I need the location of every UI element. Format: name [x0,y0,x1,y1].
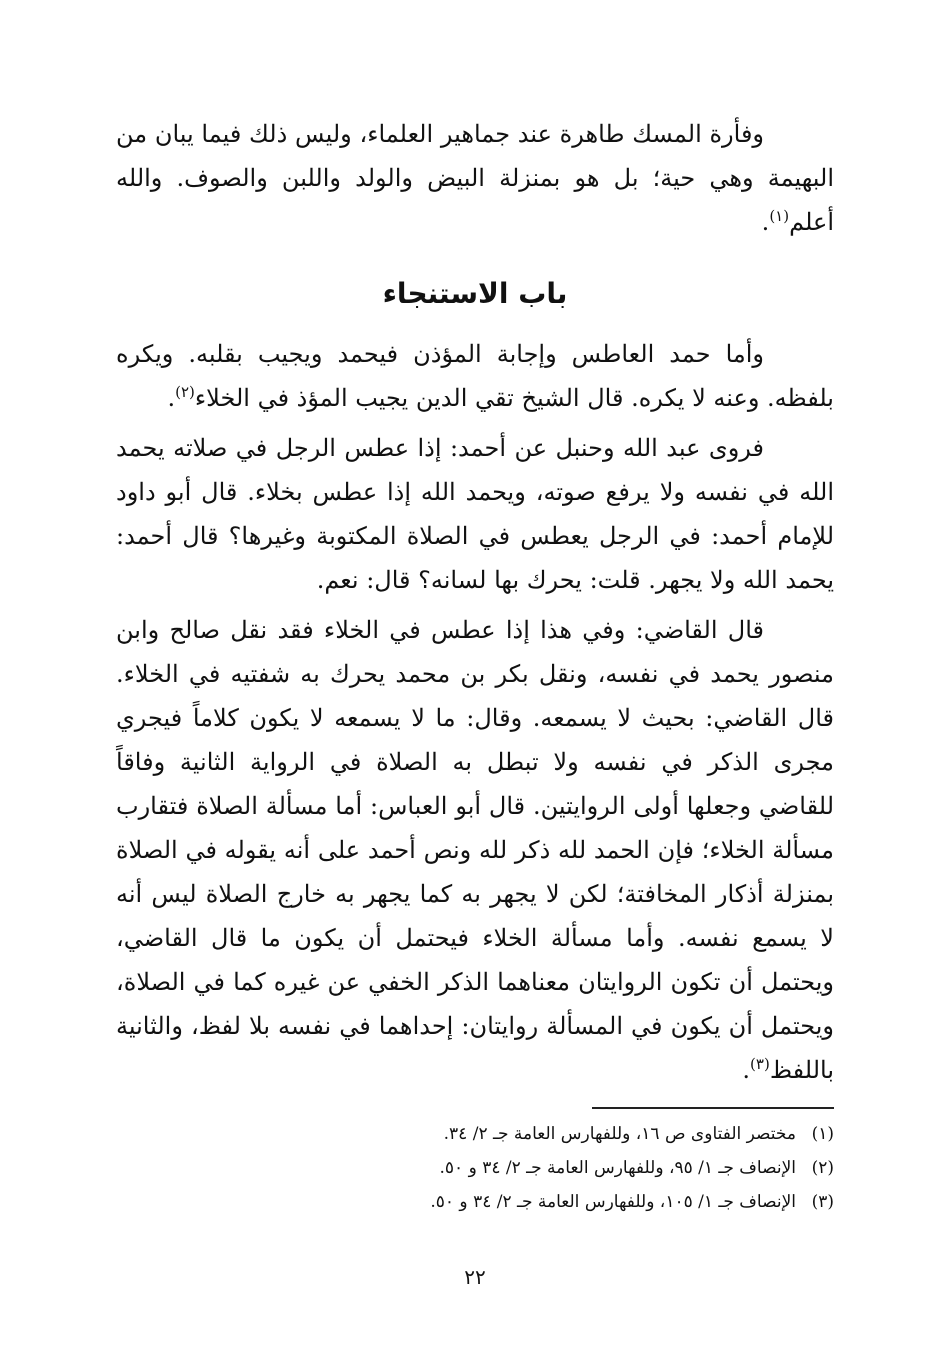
footnote-2-text: الإنصاف جـ ١/ ٩٥، وللفهارس العامة جـ ٢/ ٣٤ و ٥٠. [439,1158,796,1178]
intro-text: وفأرة المسك طاهرة عند جماهير العلماء، وليس ذلك فيما يبان من البهيمة وهي حية؛ بل هو بمنزلة البيض والولد واللبن والصوف. والله أعلم [116,120,834,236]
footnote-ref-3: (٣) [750,1055,770,1073]
paragraph-2 [116,426,834,602]
paragraph-3-end: . [742,1056,751,1084]
intro-paragraph [116,112,834,244]
footnote-1-number: (١) [811,1124,834,1144]
footnote-3 [116,1185,834,1219]
paragraph-3-text: قال القاضي: وفي هذا إذا عطس في الخلاء فقد نقل صالح وابن منصور يحمد في نفسه، ونقل بكر بن محمد يحرك به شفتيه في الخلاء. قال القاضي: بحيث لا يسمعه. وقال: ما لا يسمعه لا يكون كلاماً فيجري مجرى الذكر في نفسه ولا تبطل به الصلاة في الرواية الثانية وفاقاً للقاضي وجعلها أولى الروايتين. قال أبو العباس: أما مسألة الصلاة فتقارب مسألة الخلاء؛ فإن الحمد لله ذكر لله ونص أحمد على أنه يقوله في الصلاة بمنزلة أذكار المخافتة؛ لكن لا يجهر به كما يجهر به خارج الصلاة ليس أنه لا يسمع نفسه. وأما مسألة الخلاء فيحتمل أن يكون ما قال القاضي، ويحتمل أن تكون الروايتان معناهما الذكر الخفي عن غيره كما في الصلاة، ويحتمل أن يكون في المسألة روايتان: إحداهما في نفسه بلا لفظ، والثانية باللفظ [116,616,835,1084]
paragraph-1-end: . [167,384,176,412]
paragraph-1-text: وأما حمد العاطس وإجابة المؤذن فيحمد ويجيب بقلبه. ويكره بلفظه. وعنه لا يكره. قال الشيخ تقي الدين يجيب المؤذ في الخلاء [116,340,834,412]
page-number: ٢٢ [464,1265,486,1289]
footnote-ref-1: (١) [769,207,790,225]
footnote-2 [116,1151,834,1185]
footnotes-list [116,1117,834,1219]
footnote-ref-2: (٢) [175,383,195,401]
footnote-3-number: (٣) [811,1192,834,1212]
intro-end: . [761,208,770,236]
footnote-2-number: (٢) [811,1158,834,1178]
paragraph-3 [116,608,834,1092]
paragraph-1 [116,332,834,420]
chapter-title: باب الاستنجاء [382,277,568,310]
main-text [116,332,834,1098]
footnote-1 [116,1117,834,1151]
footnote-divider [592,1107,834,1109]
paragraph-2-text: فروى عبد الله وحنبل عن أحمد: إذا عطس الرجل في صلاته يحمد الله في نفسه ولا يرفع صوته، ويحمد الله إذا عطس بخلاء. قال أبو داود للإمام أحمد: في الرجل يعطس في الصلاة المكتوبة وغيرها؟ قال أحمد: يحمد الله ولا يجهر. قلت: يحرك بها لسانه؟ قال: نعم. [116,434,834,594]
footnote-3-text: الإنصاف جـ ١/ ١٠٥، وللفهارس العامة جـ ٢/ ٣٤ و ٥٠. [430,1192,796,1212]
footnote-1-text: مختصر الفتاوى ص ١٦، وللفهارس العامة جـ ٢/ ٣٤. [443,1124,796,1144]
